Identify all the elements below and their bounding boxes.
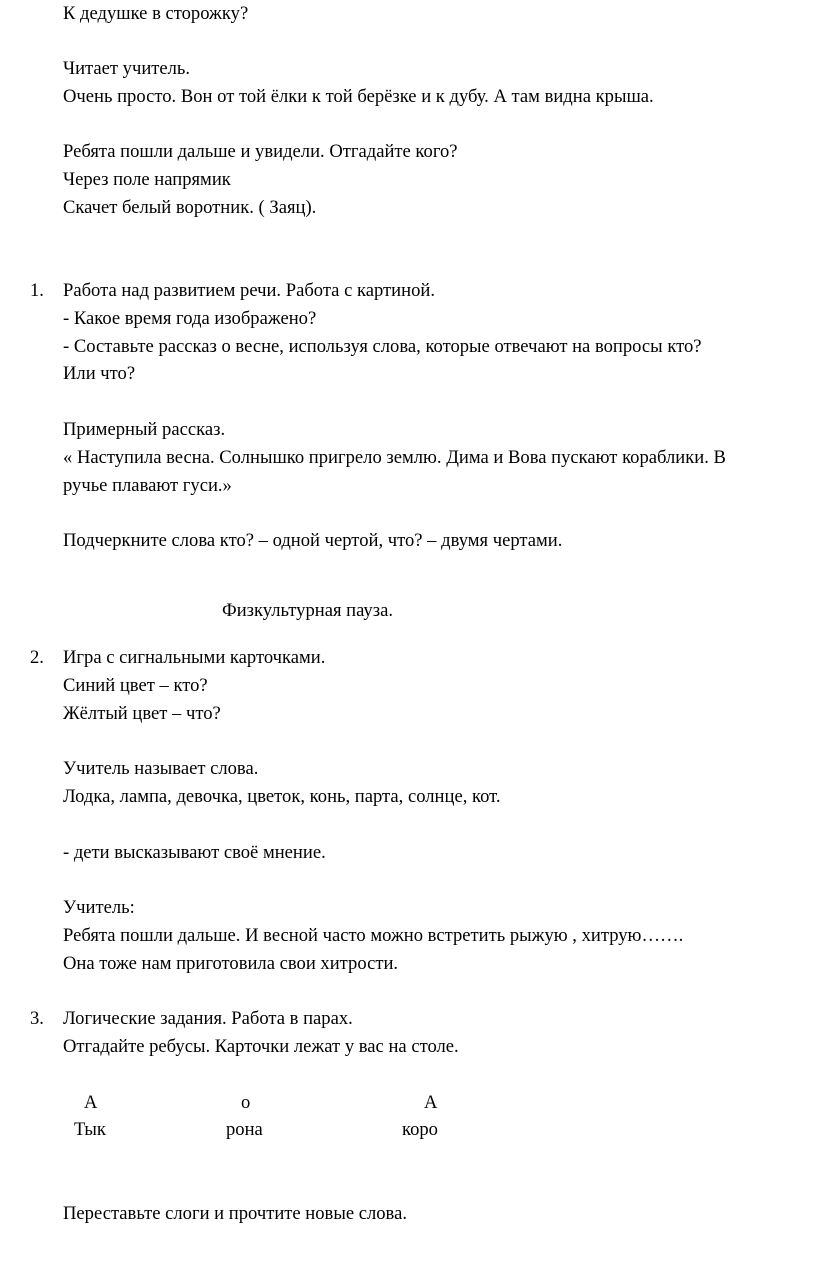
underline-task: Подчеркните слова кто? – одной чертой, что? – двумя чертами. — [63, 530, 563, 551]
rebus-2-bottom: рона — [226, 1119, 263, 1140]
rebus-1-top: А — [84, 1092, 98, 1113]
section-2-number: 2. — [30, 647, 44, 668]
section-1-number: 1. — [30, 280, 44, 301]
yellow-card-rule: Жёлтый цвет – что? — [63, 703, 221, 724]
rebus-3-top: А — [424, 1092, 438, 1113]
section-1-heading: Работа над развитием речи. Работа с картиной. — [63, 280, 435, 301]
final-instruction: Переставьте слоги и прочтите новые слова. — [63, 1203, 407, 1224]
children-opinion: - дети высказывают своё мнение. — [63, 842, 326, 863]
intro-line-3: Очень просто. Вон от той ёлки к той берёзке и к дубу. А там видна крыша. — [63, 86, 654, 107]
blue-card-rule: Синий цвет – кто? — [63, 675, 208, 696]
teacher-line-1: Ребята пошли дальше. И весной часто можно встретить рыжую , хитрую……. — [63, 925, 684, 946]
section-1-question-1: - Какое время года изображено? — [63, 308, 317, 329]
rebus-1-bottom: Тык — [74, 1119, 106, 1140]
teacher-line-2: Она тоже нам приготовила свои хитрости. — [63, 953, 399, 974]
sample-story-title: Примерный рассказ. — [63, 419, 226, 440]
intro-line-2: Читает учитель. — [63, 58, 191, 79]
intro-line-6: Скачет белый воротник. ( Заяц). — [63, 197, 317, 218]
section-3-heading: Логические задания. Работа в парах. — [63, 1008, 353, 1029]
section-2-heading: Игра с сигнальными карточками. — [63, 647, 326, 668]
section-1-question-2a: - Составьте рассказ о весне, используя слова, которые отвечают на вопросы кто? — [63, 336, 702, 357]
intro-line-1: К дедушке в сторожку? — [63, 3, 249, 24]
rebus-instruction: Отгадайте ребусы. Карточки лежат у вас на столе. — [63, 1036, 459, 1057]
sample-story-line-1: « Наступила весна. Солнышко пригрело землю. Дима и Вова пускают кораблики. В — [63, 447, 726, 468]
section-3-number: 3. — [30, 1008, 44, 1029]
intro-line-5: Через поле напрямик — [63, 169, 231, 190]
section-1-question-2b: Или что? — [63, 363, 136, 384]
teacher-label: Учитель: — [63, 897, 135, 918]
rebus-2-top: о — [241, 1092, 251, 1113]
intro-line-4: Ребята пошли дальше и увидели. Отгадайте кого? — [63, 141, 458, 162]
sample-story-line-2: ручье плавают гуси.» — [63, 475, 232, 496]
rebus-3-bottom: коро — [402, 1119, 438, 1140]
word-list: Лодка, лампа, девочка, цветок, конь, парта, солнце, кот. — [63, 786, 501, 807]
teacher-names-words: Учитель называет слова. — [63, 758, 259, 779]
physical-pause-title: Физкультурная пауза. — [222, 600, 393, 621]
